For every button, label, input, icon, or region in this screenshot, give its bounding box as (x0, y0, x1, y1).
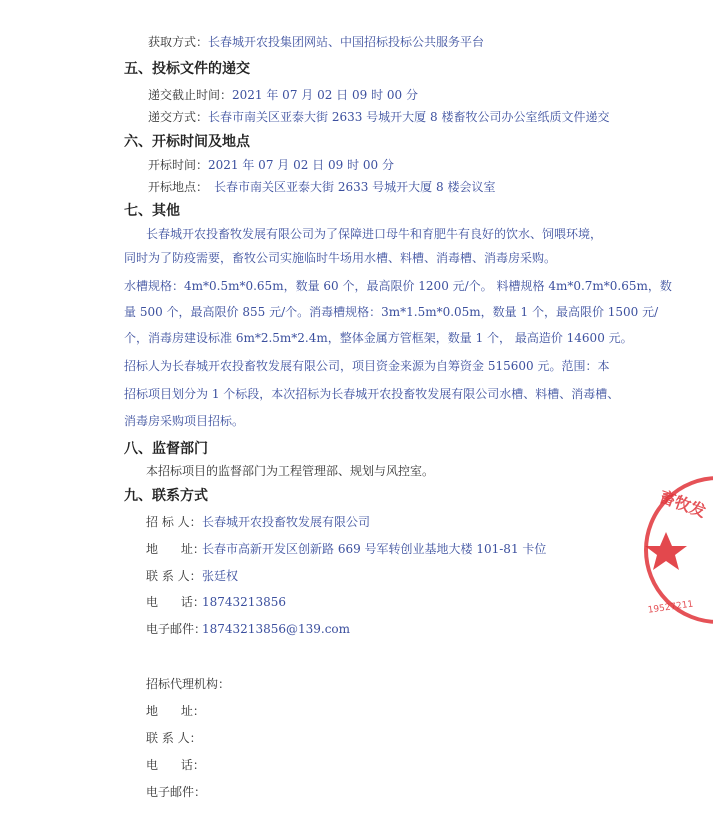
contact-tenderer-label: 招 标 人： (146, 515, 202, 529)
acquire-method-value: 长春城开农投集团网站、中国招标投标公共服务平台 (208, 35, 485, 49)
agency-title: 招标代理机构： (146, 677, 231, 691)
contact-tenderer-line (146, 514, 370, 530)
contact-phone-value: 18743213856 (202, 595, 286, 609)
other-paragraph-3-line-1: 招标人为长春城开农投畜牧发展有限公司，项目资金来源为自筹资金 515600 元。范围：本 (124, 359, 610, 373)
supervision-text: 本招标项目的监督部门为工程管理部、规划与风控室。 (146, 464, 435, 478)
agency-phone-label: 电 话： (146, 758, 205, 772)
agency-email-label: 电子邮件： (146, 785, 207, 799)
other-paragraph-2-line-2: 量 500 个，最高限价 855 元/个。消毒槽规格：3m*1.5m*0.05m，数量 1 个，最高限价 1500 元/ (124, 305, 659, 319)
contact-email-line (146, 621, 350, 637)
contact-address-value: 长春市高新开发区创新路 669 号军转创业基地大楼 101-81 卡位 (202, 542, 547, 556)
section-9-heading: 九、联系方式 (124, 488, 208, 504)
contact-email-value: 18743213856@139.com (202, 622, 351, 636)
other-paragraph-2-line-1: 水槽规格：4m*0.5m*0.65m，数量 60 个，最高限价 1200 元/个。 料槽规格 4m*0.7m*0.65m，数 (124, 279, 672, 293)
other-paragraph-1-line-1: 长春城开农投畜牧发展有限公司为了保障进口母牛和育肥牛有良好的饮水、饲喂环境， (146, 227, 603, 241)
submission-deadline-line (148, 87, 418, 103)
submission-method-label: 递交方式： (148, 110, 209, 124)
other-paragraph-2-line-3: 个，消毒房建设标准 6m*2.5m*2.4m，整体金属方管框架，数量 1 个， 最高造价 14600 元。 (124, 331, 633, 345)
seal-top-text: 畜牧发 (656, 486, 709, 522)
contact-address-line (146, 541, 546, 557)
opening-time-value: 2021 年 07 月 02 日 09 时 00 分 (208, 158, 394, 172)
section-7-heading: 七、其他 (124, 203, 180, 219)
section-6-heading: 六、开标时间及地点 (124, 134, 250, 150)
acquire-method-line (148, 34, 484, 50)
seal-star-icon (645, 532, 687, 570)
other-paragraph-1-line-2: 同时为了防疫需要，畜牧公司实施临时牛场用水槽、料槽、消毒槽、消毒房采购。 (124, 251, 557, 265)
opening-place-value: 长春市南关区亚泰大街 2633 号城开大厦 8 楼会议室 (214, 180, 496, 194)
contact-address-label: 地 址： (146, 542, 205, 556)
contact-person-label: 联 系 人： (146, 569, 202, 583)
section-8-heading: 八、监督部门 (124, 441, 208, 457)
contact-tenderer-value: 长春城开农投畜牧发展有限公司 (202, 515, 371, 529)
other-paragraph-3-line-2: 招标项目划分为 1 个标段，本次招标为长春城开农投畜牧发展有限公司水槽、料槽、消毒槽、 (124, 387, 620, 401)
opening-place-label: 开标地点： (148, 180, 209, 194)
official-seal (628, 470, 713, 630)
submission-method-line (148, 109, 609, 125)
opening-time-label: 开标时间： (148, 158, 209, 172)
other-paragraph-3-line-3: 消毒房采购项目招标。 (124, 414, 245, 428)
opening-time-line (148, 157, 394, 173)
submission-deadline-value: 2021 年 07 月 02 日 09 时 00 分 (232, 88, 418, 102)
section-5-heading: 五、投标文件的递交 (124, 61, 250, 77)
contact-person-value: 张廷权 (202, 569, 239, 583)
submission-method-value: 长春市南关区亚泰大街 2633 号城开大厦 8 楼畜牧公司办公室纸质文件递交 (208, 110, 610, 124)
seal-bottom-number: 19527211 (647, 599, 694, 616)
agency-address-label: 地 址： (146, 704, 205, 718)
contact-email-label: 电子邮件： (146, 622, 207, 636)
contact-phone-label: 电 话： (146, 595, 205, 609)
submission-deadline-label: 递交截止时间： (148, 88, 233, 102)
opening-place-line (148, 179, 495, 195)
contact-person-line (146, 568, 238, 584)
contact-phone-line (146, 594, 286, 610)
agency-contact-label: 联 系 人： (146, 731, 202, 745)
official-seal-graphic (628, 470, 713, 630)
acquire-method-label: 获取方式： (148, 35, 209, 49)
